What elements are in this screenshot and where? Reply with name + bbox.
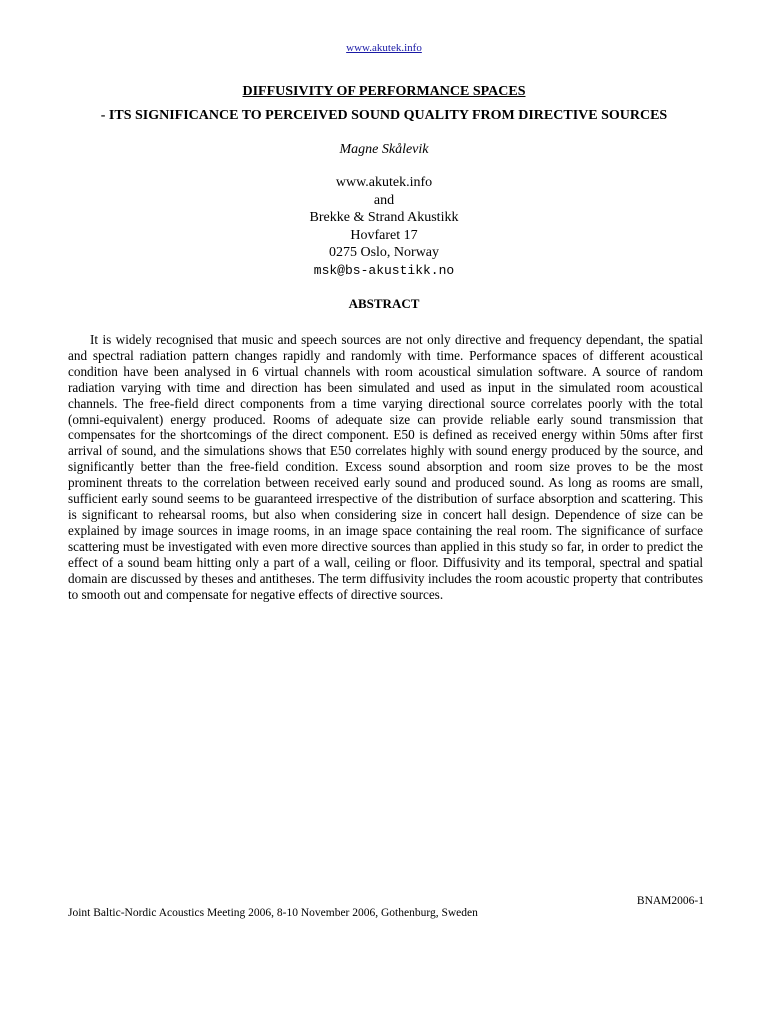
affiliation-company: Brekke & Strand Akustikk: [309, 210, 459, 225]
header-website-link[interactable]: www.akutek.info: [346, 42, 422, 54]
affiliation-city: 0275 Oslo, Norway: [328, 245, 440, 260]
paper-subtitle: - ITS SIGNIFICANCE TO PERCEIVED SOUND QUALITY FROM DIRECTIVE SOURCES: [100, 108, 668, 123]
abstract-heading: ABSTRACT: [348, 296, 420, 311]
affiliation-block: [0, 174, 768, 279]
affiliation-website: www.akutek.info: [335, 175, 433, 190]
conference-footer: Joint Baltic-Nordic Acoustics Meeting 2006, 8-10 November 2006, Gothenburg, Sweden: [68, 907, 478, 919]
affiliation-email: msk@bs-akustikk.no: [313, 262, 455, 278]
affiliation-street: Hovfaret 17: [350, 227, 418, 243]
affiliation-and: and: [373, 192, 395, 208]
page-code: BNAM2006-1: [636, 895, 704, 907]
paper-title: DIFFUSIVITY OF PERFORMANCE SPACES: [242, 84, 526, 99]
abstract-body: It is widely recognised that music and speech sources are not only directive and frequency dependant, the spatial and spectral radiation pattern changes rapidly and randomly with time. Performance spaces of different acoustical condition have been analysed in 6 virtual channels with room acoustical simulation software. A source of random radiation varying with time and direction has been simulated and used as input in the simulated room acoustical channels. The free-field direct components from a time varying directional source correlates poorly with the total (omni-equivalent) energy produced. Rooms of adequate size can provide reliable early sound transmission that compensates for the shortcomings of the direct component. E50 is defined as received energy within 50ms after first arrival of sound, and the simulations shows that E50 correlates highly with sound energy produced by the source, and significantly better than the free-field condition. Excess sound absorption and room size proves to be the most prominent threats to the correlation between received early sound and produced sound. As long as rooms are small, sufficient early sound seems to be guaranteed irrespective of the distribution of surface absorption and scattering. This is significant to rehearsal rooms, but also when considering size in concert hall design. Dependence of size can be explained by image sources in image rooms, in an image space containing the real room. The significance of surface scattering must be investigated with even more directive sources than applied in this study so far, in order to predict the effect of a sound beam hitting only a part of a wall, ceiling or floor. Diffusivity and its temporal, spectral and spatial domain are discussed by theses and antitheses. The term diffusivity includes the room acoustic property that contributes to smooth out and compensate for negative effects of directive sources.: [68, 332, 703, 602]
author-name: Magne Skålevik: [339, 142, 429, 157]
